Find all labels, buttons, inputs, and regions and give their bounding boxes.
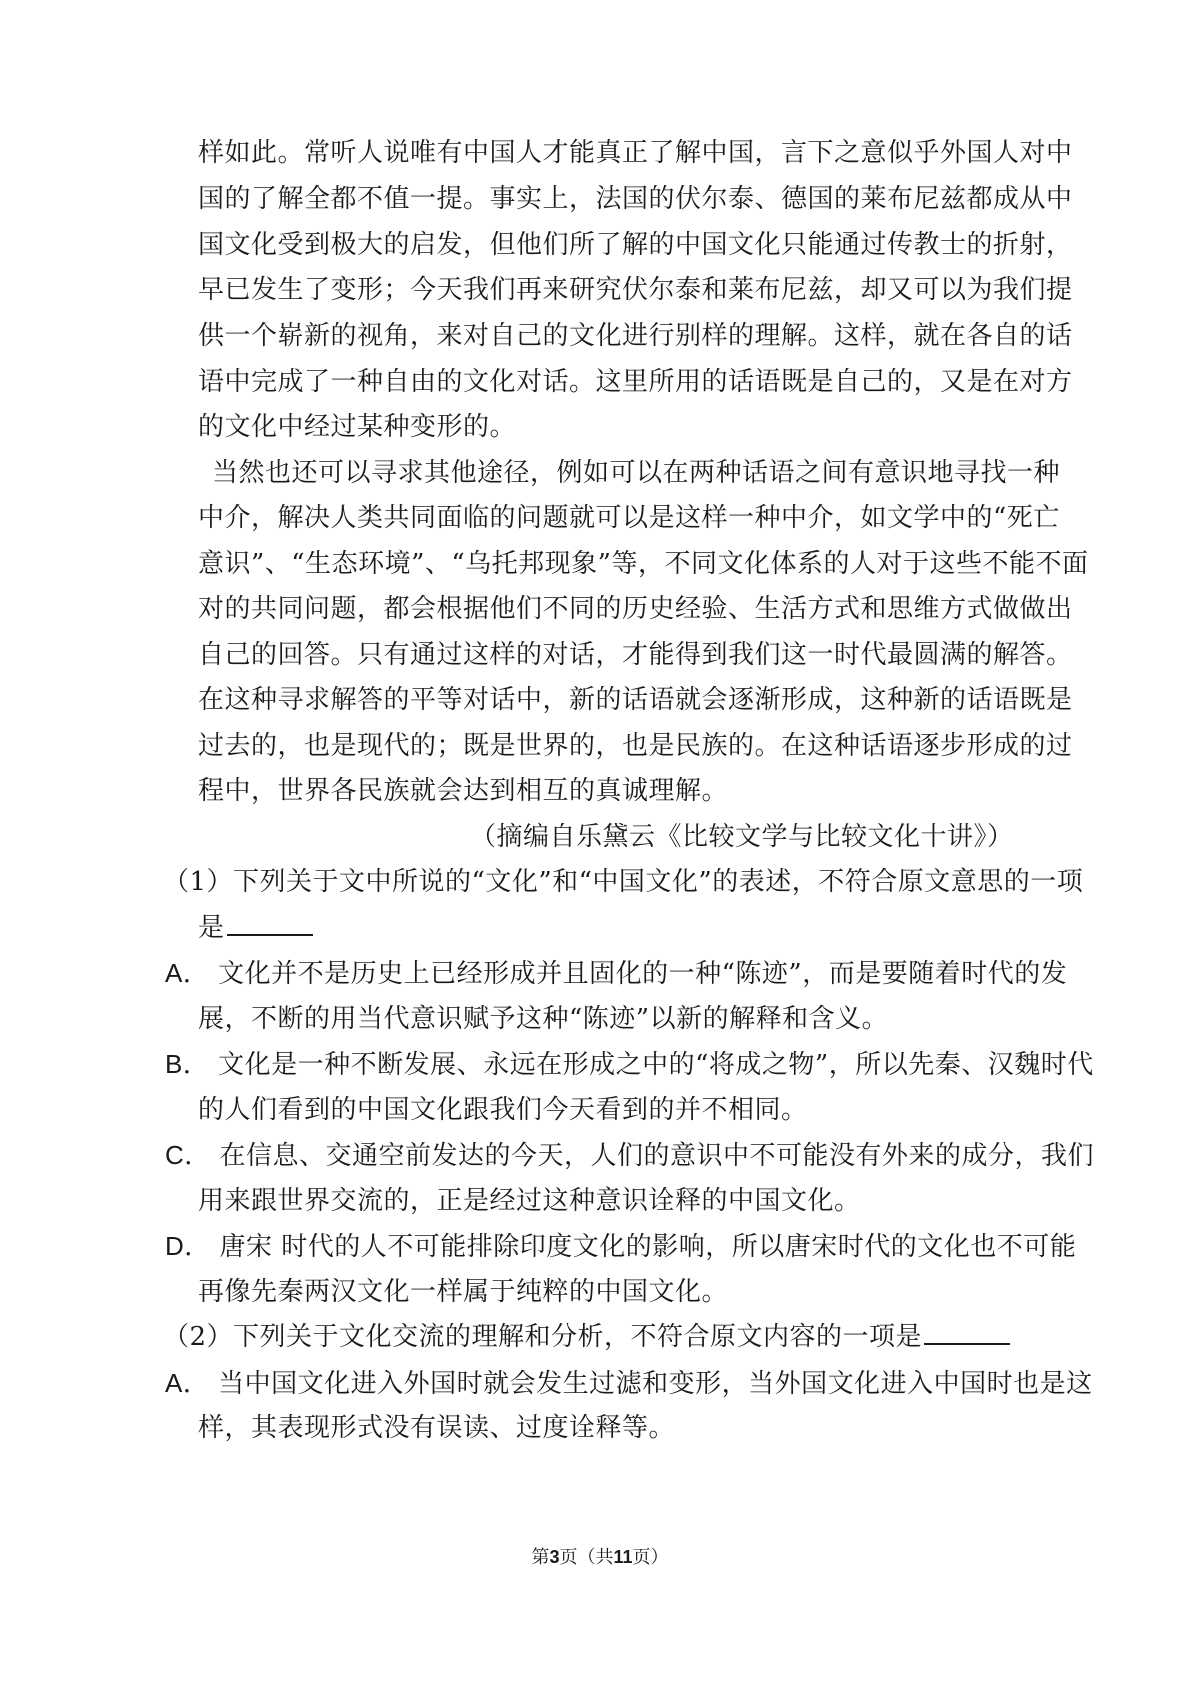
option-label: A．: [165, 1368, 210, 1398]
passage-line: 样如此。常听人说唯有中国人才能真正了解中国，言下之意似乎外国人对中: [198, 138, 1073, 168]
option-text: 在信息、交通空前发达的今天，人们的意识中不可能没有外来的成分，我们: [219, 1141, 1095, 1171]
option-text: 文化并不是历史上已经形成并且固化的一种“陈迹”，而是要随着时代的发: [218, 959, 1068, 989]
q2-option-a: [165, 1363, 1093, 1404]
option-d-cont: 再像先秦两汉文化一样属于纯粹的中国文化。: [198, 1277, 729, 1307]
passage-line: 供一个崭新的视角，来对自己的文化进行别样的理解。这样，就在各自的话: [198, 321, 1073, 351]
option-d: [165, 1226, 1076, 1267]
footer-suffix: 页）: [632, 1547, 669, 1568]
passage-line: 国文化受到极大的启发，但他们所了解的中国文化只能通过传教士的折射，: [198, 230, 1073, 260]
option-text: 文化是一种不断发展、永远在形成之中的“将成之物”，所以先秦、汉魏时代: [218, 1050, 1094, 1080]
passage-line: 的文化中经过某种变形的。: [198, 412, 517, 442]
page-number: 3: [549, 1547, 560, 1567]
option-label: B．: [165, 1049, 210, 1079]
passage-line: 当然也还可以寻求其他途径，例如可以在两种话语之间有意识地寻找一种: [212, 458, 1061, 488]
question2-stem-text: （2）下列关于文化交流的理解和分析，不符合原文内容的一项是: [163, 1322, 923, 1352]
passage-line: 在这种寻求解答的平等对话中，新的话语就会逐渐形成，这种新的话语既是: [198, 685, 1073, 715]
total-pages: 11: [613, 1547, 633, 1567]
passage-line: 语中完成了一种自由的文化对话。这里所用的话语既是自己的，又是在对方: [198, 367, 1073, 397]
footer-prefix: 第: [531, 1547, 550, 1568]
passage-line: 自己的回答。只有通过这样的对话，才能得到我们这一时代最圆满的解答。: [198, 640, 1073, 670]
option-b: [165, 1044, 1094, 1085]
question1-stem-tail: 是: [198, 913, 225, 943]
passage-line: 国的了解全都不值一提。事实上，法国的伏尔泰、德国的莱布尼兹都成从中: [198, 184, 1073, 214]
answer-blank[interactable]: [924, 1317, 1010, 1345]
option-b-cont: 的人们看到的中国文化跟我们今天看到的并不相同。: [198, 1095, 808, 1125]
passage-line: 对的共同问题，都会根据他们不同的历史经验、生活方式和思维方式做做出: [198, 594, 1073, 624]
option-text: 唐宋 时代的人不可能排除印度文化的影响，所以唐宋时代的文化也不可能: [219, 1232, 1077, 1262]
option-label: C．: [165, 1140, 211, 1170]
question1-stem-end: [198, 908, 313, 948]
option-a: [165, 953, 1067, 994]
answer-blank[interactable]: [227, 908, 313, 936]
passage-line: 意识”、“生态环境”、“乌托邦现象”等，不同文化体系的人对于这些不能不面: [198, 549, 1089, 579]
option-c: [165, 1135, 1094, 1176]
option-label: A．: [165, 958, 210, 988]
passage-line: 早已发生了变形；今天我们再来研究伏尔泰和莱布尼兹，却又可以为我们提: [198, 275, 1073, 305]
passage-line: 程中，世界各民族就会达到相互的真诚理解。: [198, 776, 729, 806]
option-a-cont: 展，不断的用当代意识赋予这种“陈迹”以新的解释和含义。: [198, 1004, 889, 1034]
option-label: D．: [165, 1231, 211, 1261]
question2-stem: [163, 1317, 1010, 1357]
passage-line: 过去的，也是现代的；既是世界的，也是民族的。在这种话语逐步形成的过: [198, 731, 1073, 761]
passage-source: （摘编自乐黛云《比较文学与比较文化十讲》）: [470, 822, 1014, 852]
option-text: 当中国文化进入外国时就会发生过滤和变形，当外国文化进入中国时也是这: [218, 1369, 1093, 1399]
q2-option-a-cont: 样，其表现形式没有误读、过度诠释等。: [198, 1413, 676, 1443]
page-footer: [0, 1545, 1200, 1570]
question1-stem: （1）下列关于文中所说的“文化”和“中国文化”的表述，不符合原文意思的一项: [163, 867, 1084, 897]
footer-middle: 页（共: [559, 1547, 614, 1568]
option-c-cont: 用来跟世界交流的，正是经过这种意识诠释的中国文化。: [198, 1186, 861, 1216]
passage-line: 中介，解决人类共同面临的问题就可以是这样一种中介，如文学中的“死亡: [198, 503, 1060, 533]
